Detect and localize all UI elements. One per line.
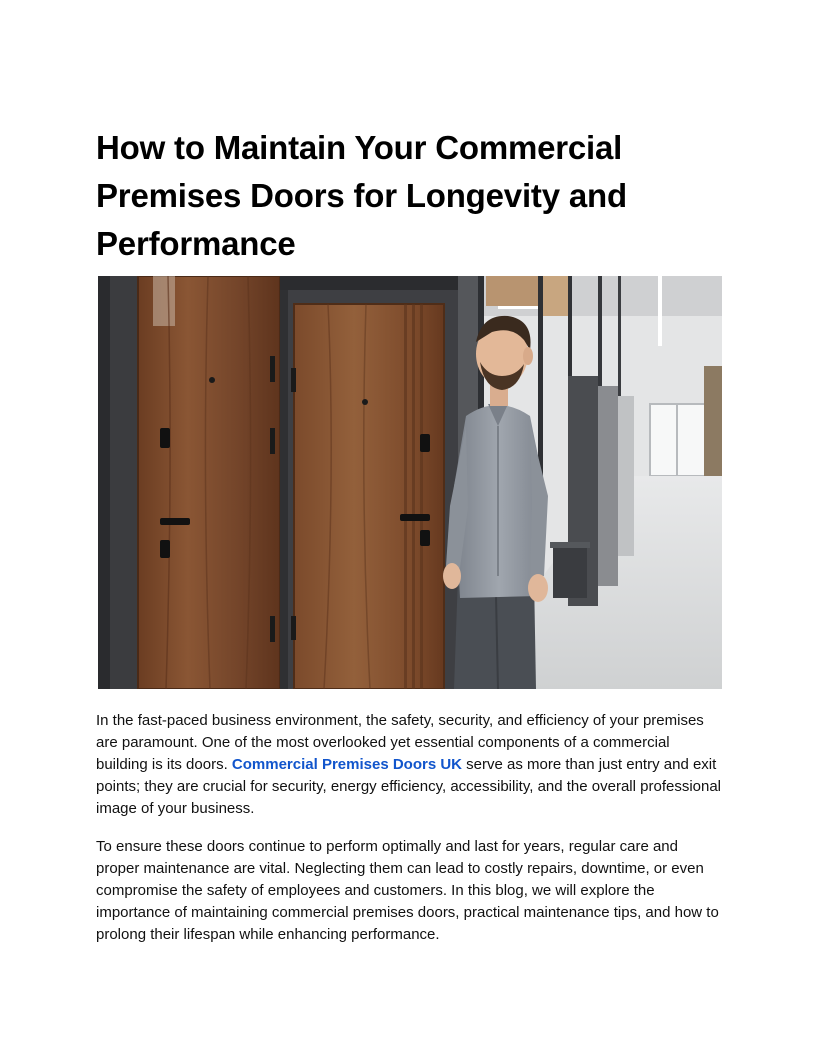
intro-text-start: In the fast-paced business environment, the safety, security, and efficiency of your premises are paramount. One of the most overlooked yet essential components of a commercial building is its doors.	[96, 712, 704, 773]
hero-image	[98, 276, 722, 689]
intro-paragraph	[96, 710, 722, 820]
document-page	[96, 124, 722, 946]
doors-showroom-photo	[98, 276, 722, 689]
intro-text-end: serve as more than just entry and exit points; they are crucial for security, energy efficiency, accessibility, and the overall professional image of your business.	[96, 756, 722, 817]
commercial-premises-doors-link[interactable]: Commercial Premises Doors UK	[231, 756, 462, 773]
maintenance-paragraph: To ensure these doors continue to perform optimally and last for years, regular care and proper maintenance are vital. Neglecting them can lead to costly repairs, downtime, or even compromise the safety of employees and customers. In this blog, we will explore the importance of maintaining commercial premises doors, practical maintenance tips, and how to prolong their lifespan while enhancing performance.	[96, 838, 719, 943]
document-title: How to Maintain Your Commercial Premises Doors for Longevity and Performance	[96, 129, 627, 262]
